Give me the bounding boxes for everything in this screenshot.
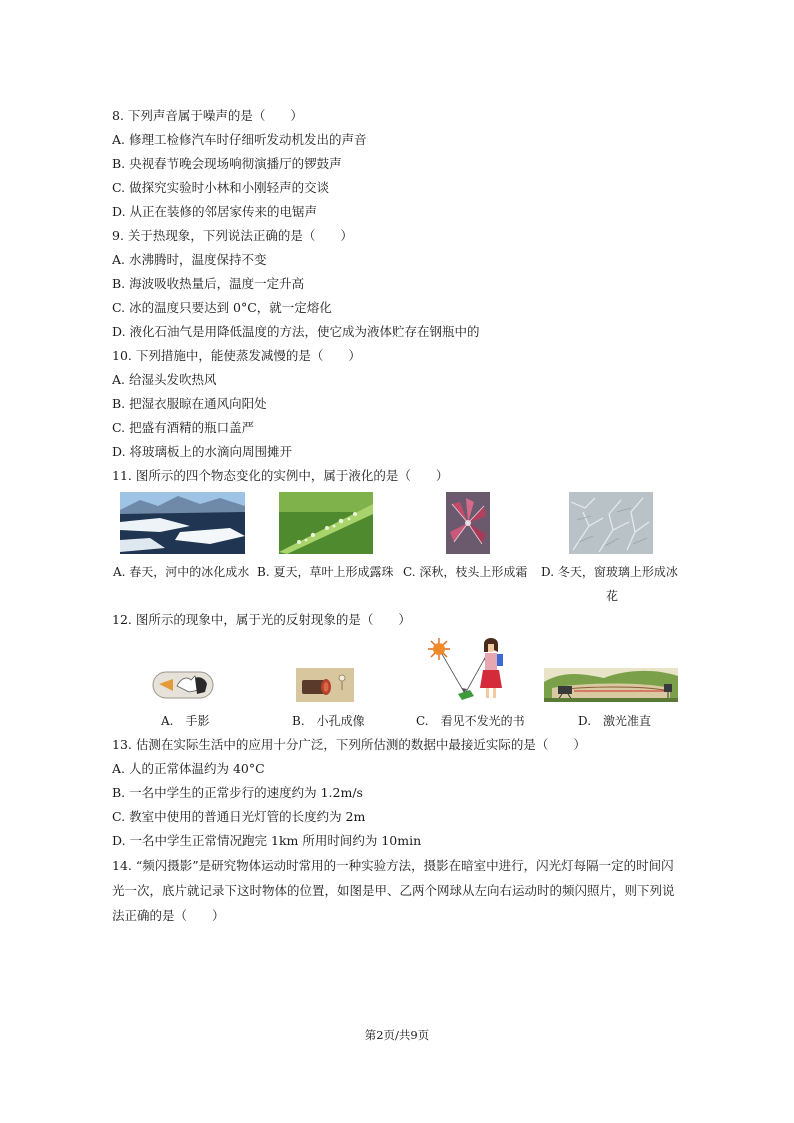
q12-caption-b: B. 小孔成像	[292, 714, 365, 728]
question-10-stem: 10. 下列措施中，能使蒸发减慢的是（ ）	[112, 348, 361, 363]
photo-frost-on-branch	[446, 492, 490, 554]
q10-option-a: A. 给湿头发吹热风	[112, 372, 217, 387]
photo-melting-river	[120, 492, 245, 554]
illustration-hand-shadow	[151, 668, 215, 702]
q11-caption-c: C. 深秋，枝头上形成霜	[403, 565, 528, 579]
page-number-footer: 第2页/共9页	[364, 1028, 430, 1042]
q12-caption-a: A. 手影	[161, 714, 210, 728]
question-13-stem: 13. 估测在实际生活中的应用十分广泛，下列所估测的数据中最接近实际的是（ ）	[112, 737, 586, 752]
q12-caption-c: C. 看见不发光的书	[416, 714, 525, 728]
q9-option-c: C. 冰的温度只要达到 0°C，就一定熔化	[112, 300, 332, 315]
q9-option-d: D. 液化石油气是用降低温度的方法，使它成为液体贮存在钢瓶中的	[112, 324, 480, 339]
q11-caption-a: A. 春天，河中的冰化成水	[113, 565, 250, 579]
q11-caption-b: B. 夏天，草叶上形成露珠	[257, 565, 394, 579]
question-12-stem: 12. 图所示的现象中，属于光的反射现象的是（ ）	[112, 612, 411, 627]
q8-option-d: D. 从正在装修的邻居家传来的电锯声	[112, 204, 318, 219]
q9-option-a: A. 水沸腾时，温度保持不变	[112, 252, 267, 267]
q12-caption-d: D. 激光准直	[578, 714, 652, 728]
q8-option-a: A. 修理工检修汽车时仔细听发动机发出的声音	[112, 132, 367, 147]
question-14-stem: 14. “频闪摄影”是研究物体运动时常用的一种实验方法，摄影在暗室中进行，闪光灯每隔一定的时间闪光一次，底片就记录下这时物体的位置，如图是甲、乙两个网球从左向右运动时的频闪照片，则下列说法正确的是（ ）	[112, 858, 675, 923]
illustration-laser-alignment	[544, 668, 678, 702]
q10-option-b: B. 把湿衣服晾在通风向阳处	[112, 396, 267, 411]
question-11-stem: 11. 图所示的四个物态变化的实例中，属于液化的是（ ）	[112, 468, 449, 483]
photo-ice-flowers-on-window	[569, 492, 653, 554]
q9-option-b: B. 海波吸收热量后，温度一定升高	[112, 276, 305, 291]
q10-option-d: D. 将玻璃板上的水滴向周围摊开	[112, 444, 293, 459]
question-9-stem: 9. 关于热现象，下列说法正确的是（ ）	[112, 228, 353, 243]
q11-caption-d-continued: 花	[606, 589, 619, 603]
illustration-pinhole-camera	[296, 668, 354, 702]
photo-dew-on-grass	[279, 492, 373, 554]
q13-option-d: D. 一名中学生正常情况跑完 1km 所用时间约为 10min	[112, 833, 422, 848]
q13-option-a: A. 人的正常体温约为 40°C	[112, 761, 265, 776]
q13-option-b: B. 一名中学生的正常步行的速度约为 1.2m/s	[112, 785, 363, 800]
q11-caption-d: D. 冬天，窗玻璃上形成冰	[541, 565, 678, 579]
q13-option-c: C. 教室中使用的普通日光灯管的长度约为 2m	[112, 809, 366, 824]
q10-option-c: C. 把盛有酒精的瓶口盖严	[112, 420, 255, 435]
q8-option-c: C. 做探究实验时小林和小刚轻声的交谈	[112, 180, 330, 195]
question-8-stem: 8. 下列声音属于噪声的是（ ）	[112, 108, 303, 123]
illustration-sun-reflection-book	[428, 636, 506, 702]
q8-option-b: B. 央视春节晚会现场响彻演播厅的锣鼓声	[112, 156, 342, 171]
